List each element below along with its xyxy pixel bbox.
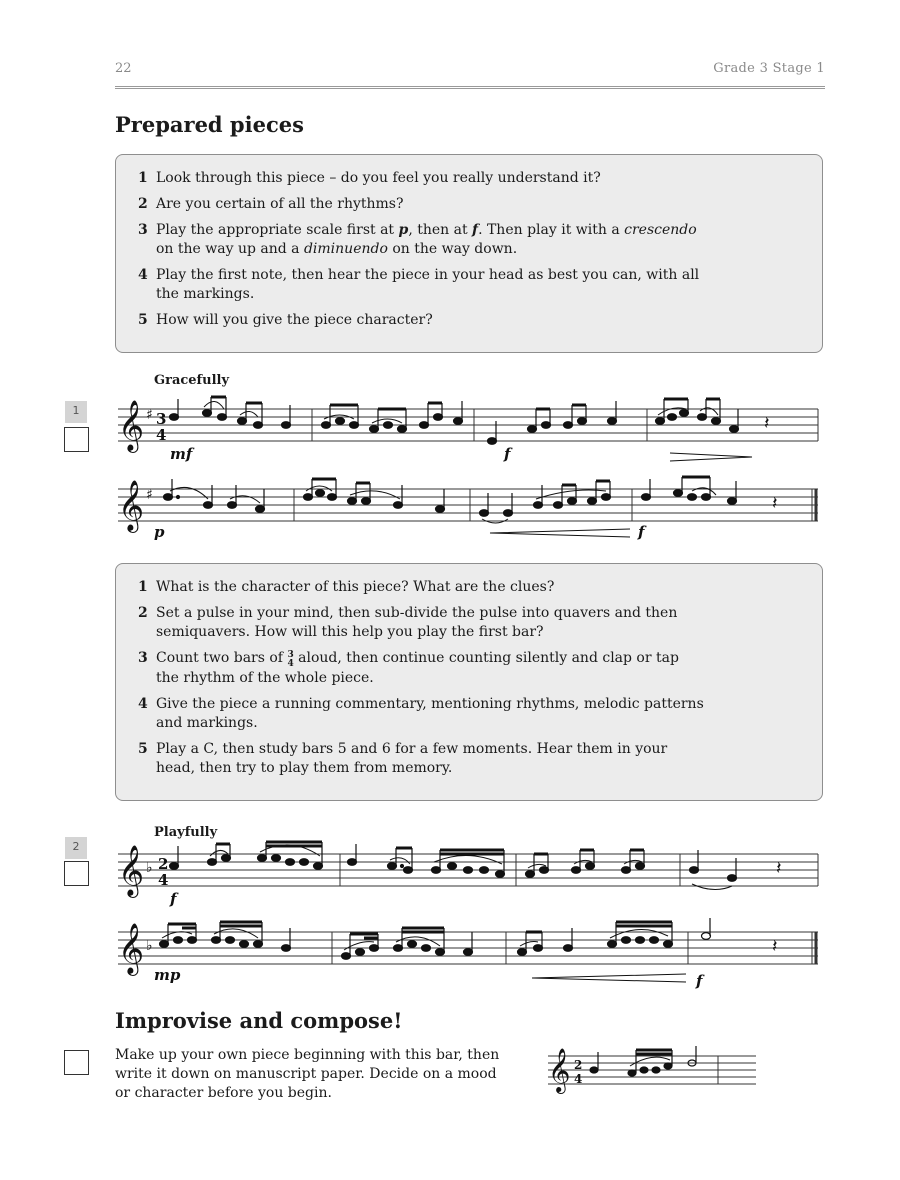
piece2-tempo: Playfully	[154, 825, 218, 840]
time-signature-top: 3	[156, 410, 167, 428]
treble-clef-icon: 𝄞	[118, 480, 145, 531]
inline-time-signature: 3 4	[287, 650, 294, 669]
question-item: 4 Play the first note, then hear the piece in your head as best you can, with all the markings.	[138, 267, 700, 302]
improvise-text: Make up your own piece beginning with this bar, then write it down on manuscript paper. Decide on a mood or character before you begin.	[115, 1047, 500, 1101]
grade-stage-label: Grade 3 Stage 1	[713, 61, 825, 76]
time-signature-bottom: 4	[158, 871, 169, 889]
question-item: 5 How will you give the piece character?	[138, 312, 433, 328]
question-item: 3 Count two bars of 3 4 aloud, then continue counting silently and clap or tap the rhythm of the whole piece.	[138, 650, 679, 686]
piece1-tempo: Gracefully	[154, 373, 230, 388]
piece1-number: 1	[65, 401, 87, 423]
rest-icon: 𝄽	[776, 858, 782, 879]
rest-icon: 𝄽	[764, 413, 770, 434]
flat-icon: ♭	[146, 938, 153, 954]
treble-clef-icon: 𝄞	[118, 845, 145, 896]
question-item: 3 Play the appropriate scale first at p, then at f. Then play it with a crescendo on the way up and a diminuendo on the way down.	[138, 222, 697, 257]
dynamic-mark: f	[696, 972, 703, 990]
question-box-1	[115, 154, 823, 353]
question-item: 1 Look through this piece – do you feel you really understand it?	[138, 170, 601, 186]
dynamic-mark: mp	[154, 966, 181, 984]
question-item: 4 Give the piece a running commentary, mentioning rhythms, melodic patterns and markings.	[138, 696, 704, 731]
page-number: 22	[115, 61, 132, 76]
piece2-staff-1	[112, 840, 824, 910]
piece2-number: 2	[65, 837, 87, 859]
treble-clef-icon: 𝄞	[118, 400, 145, 451]
treble-clef-icon: 𝄞	[548, 1048, 571, 1092]
question-item: 2 Are you certain of all the rhythms?	[138, 196, 404, 212]
improvise-checkbox[interactable]	[64, 1050, 89, 1075]
dynamic-mark: mf	[170, 445, 193, 463]
question-item: 1 What is the character of this piece? What are the clues?	[138, 579, 555, 595]
treble-clef-icon: 𝄞	[118, 923, 145, 974]
piece1-checkbox[interactable]	[64, 427, 89, 452]
time-signature-top: 2	[158, 855, 169, 873]
dynamic-mark: f	[170, 890, 177, 908]
piece1-staff-2	[112, 475, 824, 545]
question-box-2	[115, 563, 823, 801]
page-header	[115, 60, 825, 89]
rest-icon: 𝄽	[772, 493, 778, 514]
dynamic-mark: f	[638, 523, 645, 541]
flat-icon: ♭	[146, 860, 153, 876]
piece1-staff-1	[112, 395, 824, 465]
sharp-icon: ♯	[146, 407, 153, 423]
piece2-checkbox[interactable]	[64, 861, 89, 886]
section-title: Prepared pieces	[115, 112, 304, 137]
question-item: 5 Play a C, then study bars 5 and 6 for a few moments. Hear them in your head, then try to play them from memory.	[138, 741, 668, 776]
time-signature-top: 2	[574, 1058, 583, 1072]
improvise-title: Improvise and compose!	[115, 1008, 403, 1033]
question-item: 2 Set a pulse in your mind, then sub-divide the pulse into quavers and then semiquavers. How will this help you play the first bar?	[138, 605, 678, 640]
rest-icon: 𝄽	[772, 936, 778, 957]
dynamic-mark: f	[504, 445, 511, 463]
improvise-staff	[546, 1044, 760, 1100]
piece2-staff-2	[112, 918, 824, 990]
time-signature-bottom: 4	[574, 1072, 583, 1086]
sharp-icon: ♯	[146, 487, 153, 503]
dynamic-mark: p	[154, 523, 165, 541]
time-signature-bottom: 4	[156, 426, 167, 444]
